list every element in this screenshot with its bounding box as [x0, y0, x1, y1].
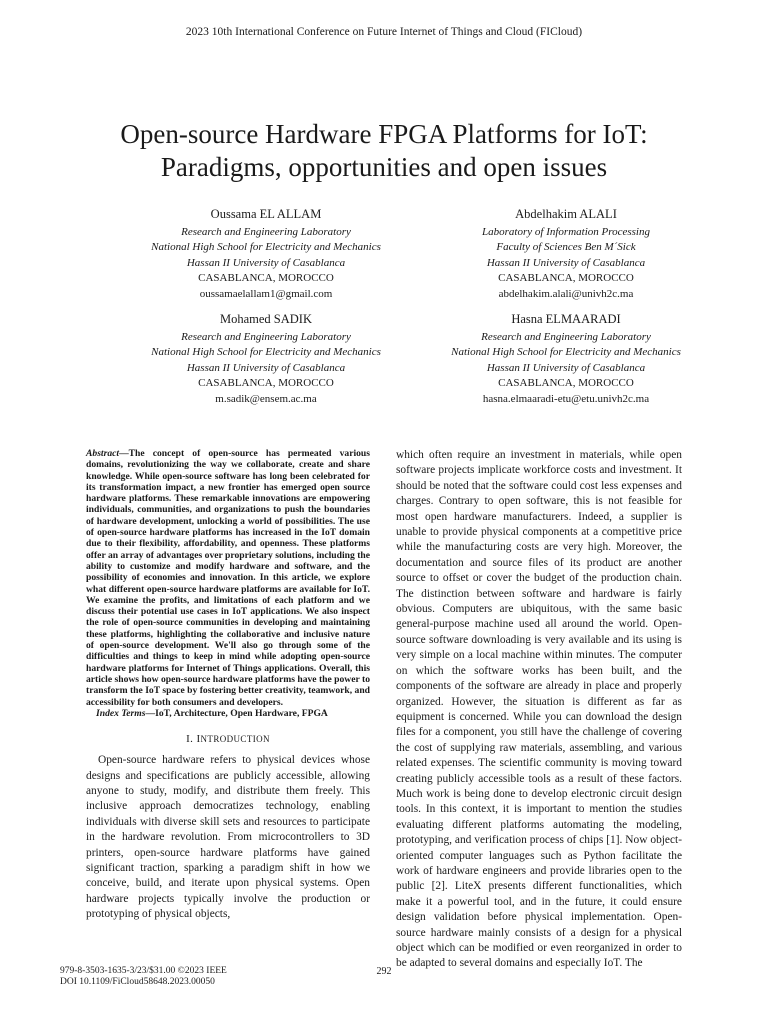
author-name: Mohamed SADIK [219, 312, 312, 326]
footer-doi: DOI 10.1109/FiCloud58648.2023.00050 [60, 977, 215, 987]
author-email: oussamaelallam1@gmail.com [199, 287, 333, 300]
footer-isbn: 979-8-3503-1635-3/23/$31.00 ©2023 IEEE [60, 966, 227, 976]
left-column [86, 448, 370, 923]
author-email: hasna.elmaaradi-etu@etu.univh2c.ma [482, 392, 650, 405]
author-affiliation-3: Hassan II University of Casablanca [186, 361, 346, 374]
author-affiliation-2: Faculty of Sciences Ben M´Sick [496, 241, 636, 254]
author-affiliation-3: Hassan II University of Casablanca [486, 256, 646, 269]
author-affiliation-2: National High School for Electricity and Mechanics [151, 346, 381, 359]
author-affiliation-2: National High School for Electricity and Mechanics [451, 346, 681, 359]
author-location: CASABLANCA, MOROCCO [198, 377, 334, 390]
section-number: I. [186, 733, 194, 746]
page-number: 292 [376, 966, 392, 977]
title-line-2: Paradigms, opportunities and open issues [160, 152, 608, 182]
author-name: Oussama EL ALLAM [210, 207, 322, 221]
intro-paragraph: Open-source hardware refers to physical devices whose designs and specifications are publicly accessible, allowing anyone to study, modify, and distribute them freely. This inclusive approach democratizes technology, enabling individuals with diverse skill sets and resources to participate in the hardware revolution. From microcontrollers to 3D printers, open-source hardware platforms have gained significant traction, sparking a paradigm shift in how we conceive, build, and iterate upon physical systems. Open hardware projects typically involve the production or prototyping of physical objects, [86, 754, 370, 921]
section-heading [86, 733, 370, 745]
author-affiliation-1: Laboratory of Information Processing [482, 226, 650, 238]
author-block-3 [96, 311, 436, 407]
author-name: Hasna ELMAARADI [511, 312, 621, 326]
author-affiliation-1: Research and Engineering Laboratory [181, 226, 351, 238]
author-affiliation-1: Research and Engineering Laboratory [481, 331, 651, 343]
conference-header: 2023 10th International Conference on Future Internet of Things and Cloud (FICloud) [185, 26, 583, 38]
abstract-text: —The concept of open-source has permeated various domains, revolutionizing the way we collaborate, create and share knowledge. While open-source software has long been celebrated for its transformation impact, a new frontier has emerged open source hardware platforms. These remarkable innovations are empowering individuals, communities, and organizations to push the boundaries of hardware development, unlocking a world of possibilities. The use of open-source hardware platforms has increased in the IoT domain due to their flexibility, affordability, and openness. These platforms offer an array of advantages over proprietary solutions, including the ability to customize and modify hardware and software, and the possibility of economies and innovation. In this article, we explore what different open-source hardware platforms are available for IoT. We examine the profits, and limitations of each platform and we discuss their potential use cases in IoT applications. We also inspect the role of open-source communities in developing and maintaining these platforms, highlighting the collaborative and inclusive nature of open-source development. We'll also go through some of the difficulties and things to keep in mind while adopting open-source hardware platforms for Internet of Things applications. Overall, this article shows how open-source hardware platforms have the power to transform the IoT space by fostering better creativity, teamwork, and accessibility for both consumers and developers. [86, 448, 370, 708]
author-block-1 [96, 206, 436, 302]
author-name: Abdelhakim ALALI [515, 207, 617, 221]
abstract-label: Abstract [86, 448, 120, 459]
paper-title [40, 118, 728, 184]
index-terms [86, 708, 370, 719]
author-block-2 [396, 206, 736, 302]
author-email: abdelhakim.alali@univh2c.ma [498, 287, 634, 300]
author-affiliation-1: Research and Engineering Laboratory [181, 331, 351, 343]
author-affiliation-2: National High School for Electricity and Mechanics [151, 241, 381, 254]
author-block-4 [396, 311, 736, 407]
index-terms-text: —IoT, Architecture, Open Hardware, FPGA [145, 707, 328, 719]
author-location: CASABLANCA, MOROCCO [498, 272, 634, 285]
right-column [396, 448, 682, 972]
body-paragraph: which often require an investment in materials, while open software projects implicate workforce costs and investment. It should be noted that the software could cost less expenses and charges. Contrary to open software, this is not feasible for most open hardware manufacturers. Indeed, a supplier is unable to provide physical components at a competitive price while the manufacturing costs are very high. Moreover, the documentation and source files of its product are another source to offset or cover the budget of the production chain. The distinction between software and hardware is fairly obvious. Computers are ubiquitous, with the same basic general-purpose machine used all around the world. Open-source software downloading is very available and its using is very simple on a local machine within minutes. The computer on which the software works has been built, and the components of the software are already in place and properly organized. However, the situation is different as far as equipment is concerned. While you can download the design files for a component, you still have the challenge of covering the cost of supplying raw materials, assembling, and various related expenses. The scientific community is moving toward creating publicly accessible tools as a result of these factors. Much work is being done to develop electronic circuit design tools. In this context, it is important to mention the studies evaluating different platforms automating the modeling, prototyping, and verification process of chips [1]. Now object-oriented computer languages such as Python facilitate the work of hardware engineers and provide libraries open to the public [2]. LiteX presents different functionalities, which make it a powerful tool, and in the future, it could ensure design validation before physical implementation. Open-source hardware mainly consists of a design for a physical object which can be modified or even reorganized in order to be adapted to several domains and especially IoT. The [396, 449, 682, 970]
section-rest: NTRODUCTION [200, 734, 270, 745]
section-first-letter: I [196, 733, 201, 746]
index-terms-label: Index Terms [96, 707, 146, 719]
author-location: CASABLANCA, MOROCCO [198, 272, 334, 285]
author-location: CASABLANCA, MOROCCO [498, 377, 634, 390]
author-email: m.sadik@ensem.ac.ma [215, 392, 317, 405]
title-line-1: Open-source Hardware FPGA Platforms for IoT: [120, 119, 648, 149]
abstract [86, 448, 370, 708]
author-affiliation-3: Hassan II University of Casablanca [486, 361, 646, 374]
author-affiliation-3: Hassan II University of Casablanca [186, 256, 346, 269]
